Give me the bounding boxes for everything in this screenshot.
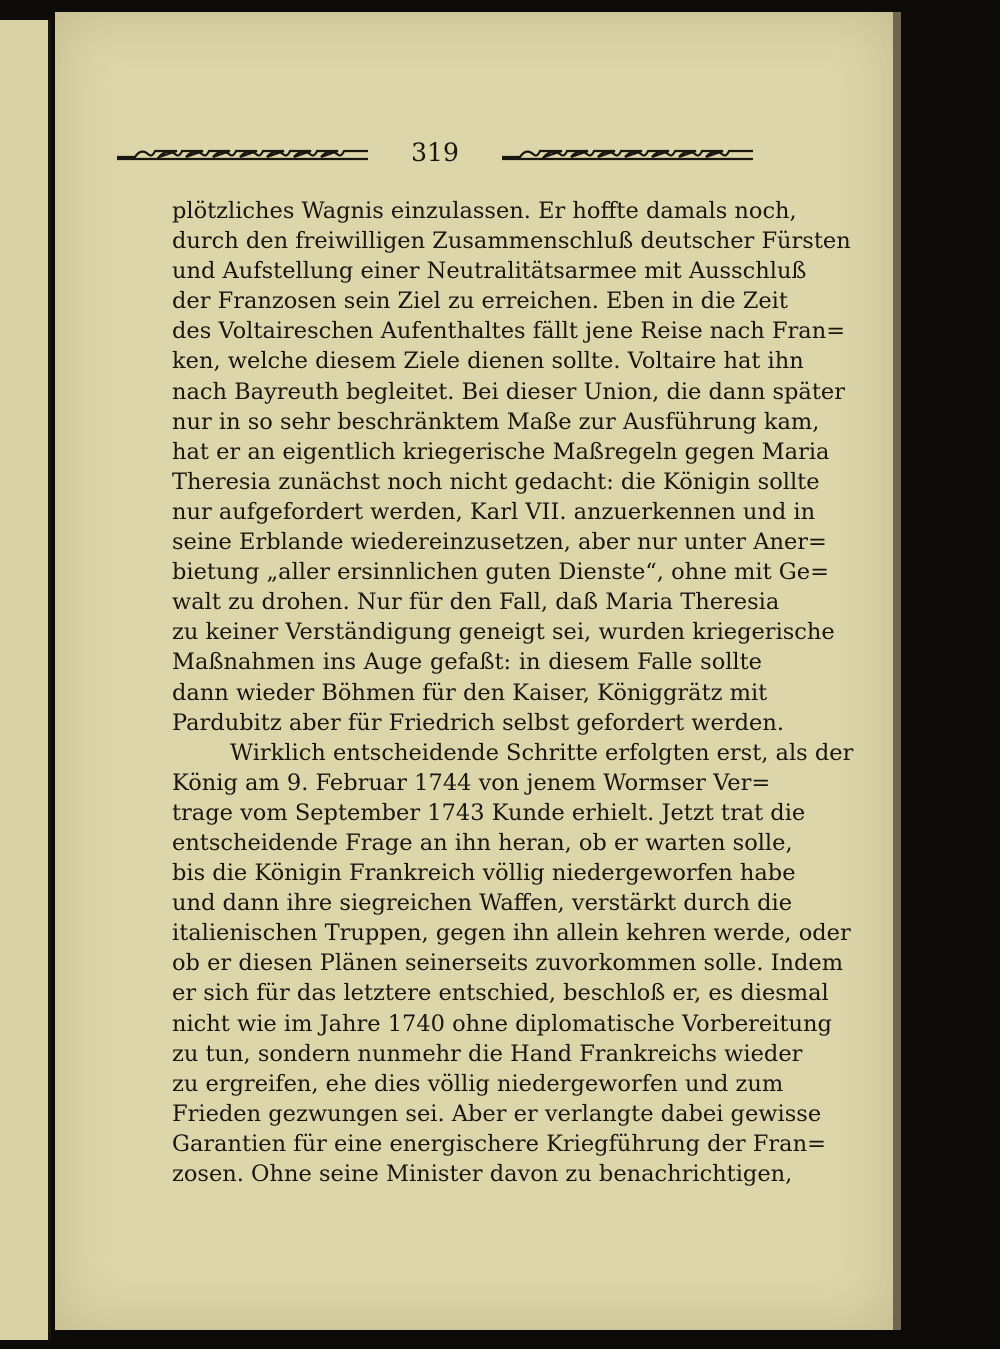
paragraph-end-line: Pardubitz aber für Friedrich selbst gefordert werden. — [172, 709, 784, 736]
text-line: Theresia zunächst noch nicht gedacht: die Königin sollte — [172, 468, 820, 495]
text-line: hat er an eigentlich kriegerische Maßregeln gegen Maria — [172, 438, 830, 465]
text-line: nach Bayreuth begleitet. Bei dieser Union, die dann später — [172, 378, 845, 405]
text-line: zu keiner Verständigung geneigt sei, wurden kriegerische — [172, 619, 835, 646]
text-line: nur aufgefordert werden, Karl VII. anzuerkennen und in — [172, 498, 816, 525]
text-line: der Franzosen sein Ziel zu erreichen. Eben in die Zeit — [172, 288, 788, 315]
text-line: Frieden gezwungen sei. Aber er verlangte dabei gewisse — [172, 1100, 822, 1127]
text-line: er sich für das letztere entschied, beschloß er, es diesmal — [172, 980, 829, 1007]
text-line: trage vom September 1743 Kunde erhielt. Jetzt trat die — [172, 799, 806, 826]
text-line: seine Erblande wiedereinzusetzen, aber nur unter Aner= — [172, 529, 827, 556]
text-line: und dann ihre siegreichen Waffen, verstärkt durch die — [172, 890, 793, 917]
text-line: plötzliches Wagnis einzulassen. Er hoffte damals noch, — [172, 198, 797, 224]
paragraph-start-line: Wirklich entscheidende Schritte erfolgten erst, als der — [230, 739, 854, 766]
text-line: zu tun, sondern nunmehr die Hand Frankreichs wieder — [172, 1040, 803, 1067]
text-line: zu ergreifen, ehe dies völlig niedergeworfen und zum — [172, 1070, 784, 1097]
text-line: König am 9. Februar 1744 von jenem Wormser Ver= — [172, 769, 771, 796]
text-line: bis die Königin Frankreich völlig niedergeworfen habe — [172, 860, 796, 887]
body-text — [172, 196, 854, 1189]
text-line: walt zu drohen. Nur für den Fall, daß Maria Theresia — [172, 589, 780, 616]
page-edge-shadow — [893, 12, 901, 1330]
previous-page-edge — [0, 20, 51, 1340]
running-header — [115, 133, 755, 173]
text-line: italienischen Truppen, gegen ihn allein kehren werde, oder — [172, 920, 851, 947]
text-line: bietung „aller ersinnlichen guten Dienste“, ohne mit Ge= — [172, 559, 829, 586]
text-line: ob er diesen Plänen seinerseits zuvorkommen solle. Indem — [172, 950, 844, 977]
text-line: ken, welche diesem Ziele dienen sollte. Voltaire hat ihn — [172, 348, 804, 375]
page-number: 319 — [411, 138, 459, 167]
text-line: zosen. Ohne seine Minister davon zu benachrichtigen, — [172, 1161, 793, 1187]
text-line: Maßnahmen ins Auge gefaßt: in diesem Falle sollte — [172, 649, 762, 676]
text-line: nicht wie im Jahre 1740 ohne diplomatische Vorbereitung — [172, 1010, 832, 1037]
text-line: nur in so sehr beschränktem Maße zur Ausführung kam, — [172, 408, 820, 435]
text-line: Garantien für eine energischere Kriegführung der Fran= — [172, 1130, 826, 1157]
text-line: des Voltaireschen Aufenthaltes fällt jene Reise nach Fran= — [172, 318, 846, 345]
text-line: durch den freiwilligen Zusammenschluß deutscher Fürsten — [172, 228, 851, 255]
text-line: dann wieder Böhmen für den Kaiser, Königgrätz mit — [172, 679, 768, 706]
text-line: und Aufstellung einer Neutralitätsarmee mit Ausschluß — [172, 258, 807, 285]
text-line: entscheidende Frage an ihn heran, ob er warten solle, — [172, 829, 793, 856]
decorative-wave-border-icon — [115, 145, 370, 161]
decorative-wave-border-icon — [500, 145, 755, 161]
